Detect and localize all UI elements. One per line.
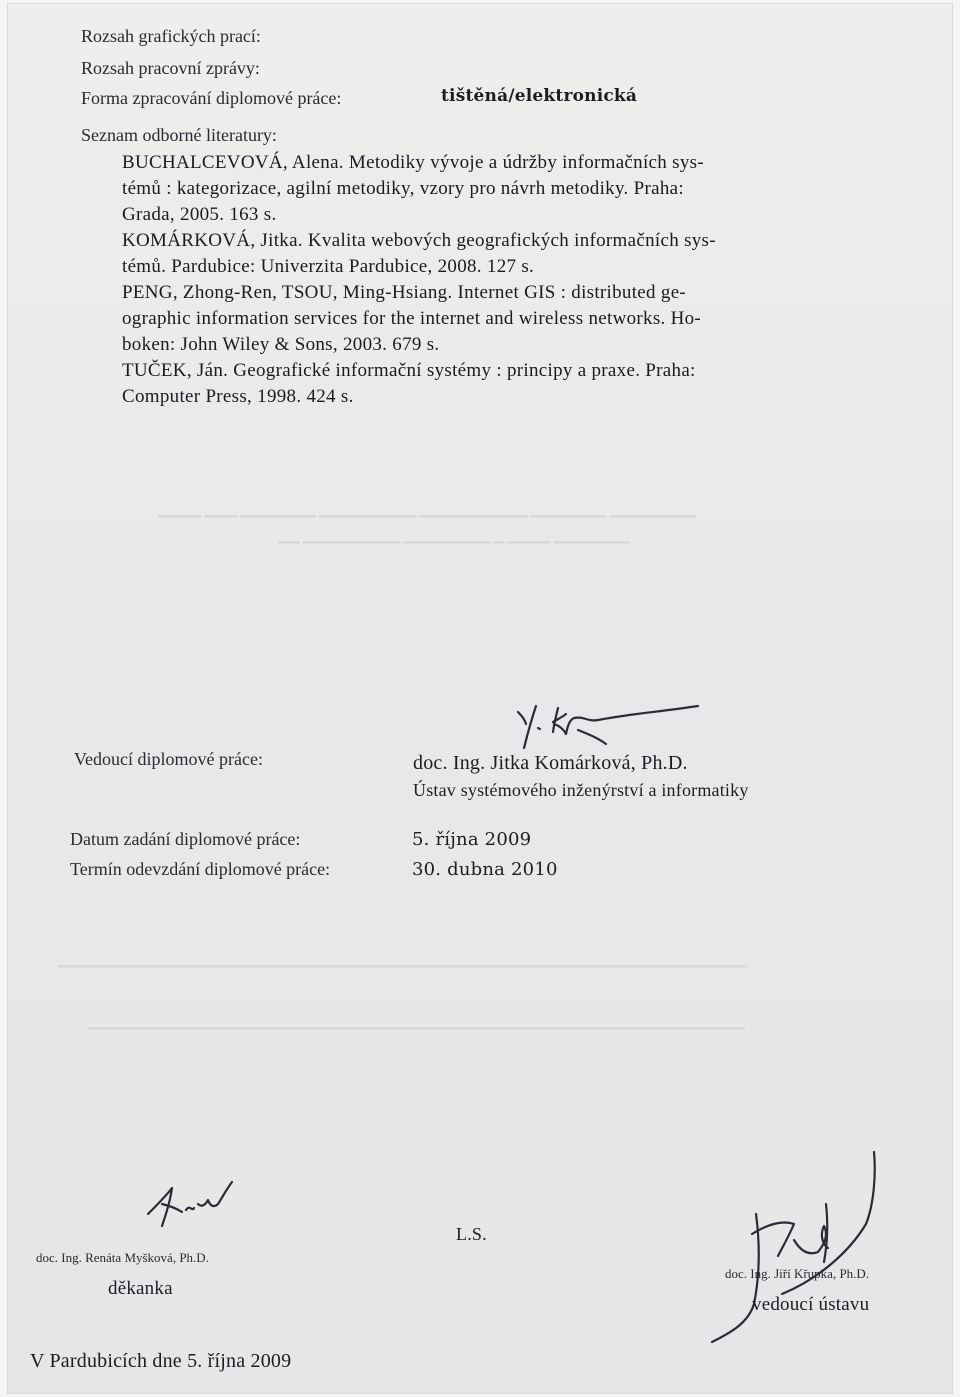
- reference-line: Computer Press, 1998. 424 s.: [122, 386, 354, 407]
- head-name: doc. Ing. Jiří Křupka, Ph.D.: [725, 1266, 870, 1281]
- show-through-text: ▁▁▁▁▁▁▁▁▁▁▁▁▁▁▁▁▁▁▁▁▁▁▁▁▁▁▁▁▁▁▁▁▁▁▁▁▁▁▁▁▁▁▁▁▁▁▁▁▁▁▁▁▁▁▁▁▁▁▁▁▁▁▁▁: [58, 953, 748, 968]
- reference-item: [122, 150, 716, 228]
- graphics-scope-label: Rozsah grafických prací:: [81, 26, 261, 46]
- reference-line: BUCHALCEVOVÁ, Alena. Metodiky vývoje a údržby informačních sys-: [122, 152, 704, 173]
- literature-label: Seznam odborné literatury:: [81, 125, 277, 145]
- reference-line: boken: John Wiley & Sons, 2003. 679 s.: [122, 334, 440, 355]
- report-scope-label: Rozsah pracovní zprávy:: [81, 58, 260, 78]
- supervisor-label: Vedoucí diplomové práce:: [74, 749, 263, 769]
- due-date-label: Termín odevzdání diplomové práce:: [70, 859, 331, 879]
- format-label: Forma zpracování diplomové práce:: [81, 88, 342, 108]
- supervisor-name: doc. Ing. Jitka Komárková, Ph.D.: [413, 752, 688, 774]
- head-title: vedoucí ústavu: [752, 1294, 870, 1315]
- assigned-date-label: Datum zadání diplomové práce:: [70, 829, 301, 849]
- show-through-text: ▁▁▁▁ ▁▁▁ ▁▁▁▁▁▁▁ ▁▁▁▁▁▁▁▁▁ ▁▁▁▁▁▁▁▁▁▁ ▁▁▁▁▁▁▁ ▁▁▁▁▁▁▁▁: [158, 503, 696, 518]
- reference-line: KOMÁRKOVÁ, Jitka. Kvalita webových geografických informačních sys-: [122, 230, 716, 251]
- dean-title: děkanka: [108, 1278, 173, 1299]
- show-through-text: ▁▁ ▁▁▁▁▁▁▁▁▁ ▁▁▁▁▁▁▁▁ ▁ ▁▁▁▁ ▁▁▁▁▁▁▁: [278, 529, 630, 544]
- format-value: tištěná/elektronická: [441, 86, 638, 106]
- reference-line: Grada, 2005. 163 s.: [122, 204, 277, 225]
- seal-mark: L.S.: [456, 1224, 487, 1244]
- reference-line: témů. Pardubice: Univerzita Pardubice, 2008. 127 s.: [122, 256, 535, 277]
- reference-line: TUČEK, Ján. Geografické informační systémy : principy a praxe. Praha:: [122, 360, 696, 381]
- reference-line: témů : kategorizace, agilní metodiky, vzory pro návrh metodiky. Praha:: [122, 178, 684, 199]
- place-and-date: V Pardubicích dne 5. října 2009: [30, 1350, 292, 1372]
- show-through-text: ▁▁▁▁▁▁▁▁▁▁▁▁▁▁▁▁▁▁▁▁▁▁▁▁▁▁▁▁▁▁▁▁▁▁▁▁▁▁▁▁▁▁▁▁▁▁▁▁▁▁▁▁▁▁▁▁▁▁▁▁▁: [88, 1015, 745, 1030]
- reference-list: [122, 150, 716, 410]
- reference-line: PENG, Zhong-Ren, TSOU, Ming-Hsiang. Internet GIS : distributed ge-: [122, 282, 687, 303]
- assigned-date-value: 5. října 2009: [412, 829, 532, 850]
- reference-item: [122, 228, 716, 280]
- dean-signature: [136, 1174, 256, 1244]
- reference-item: [122, 280, 716, 358]
- reference-item: [122, 358, 716, 410]
- dean-name: doc. Ing. Renáta Myšková, Ph.D.: [36, 1250, 209, 1265]
- supervisor-department: Ústav systémového inženýrství a informatiky: [413, 780, 749, 800]
- due-date-value: 30. dubna 2010: [412, 859, 558, 880]
- document-page: [8, 4, 952, 1393]
- reference-line: ographic information services for the internet and wireless networks. Ho-: [122, 308, 702, 329]
